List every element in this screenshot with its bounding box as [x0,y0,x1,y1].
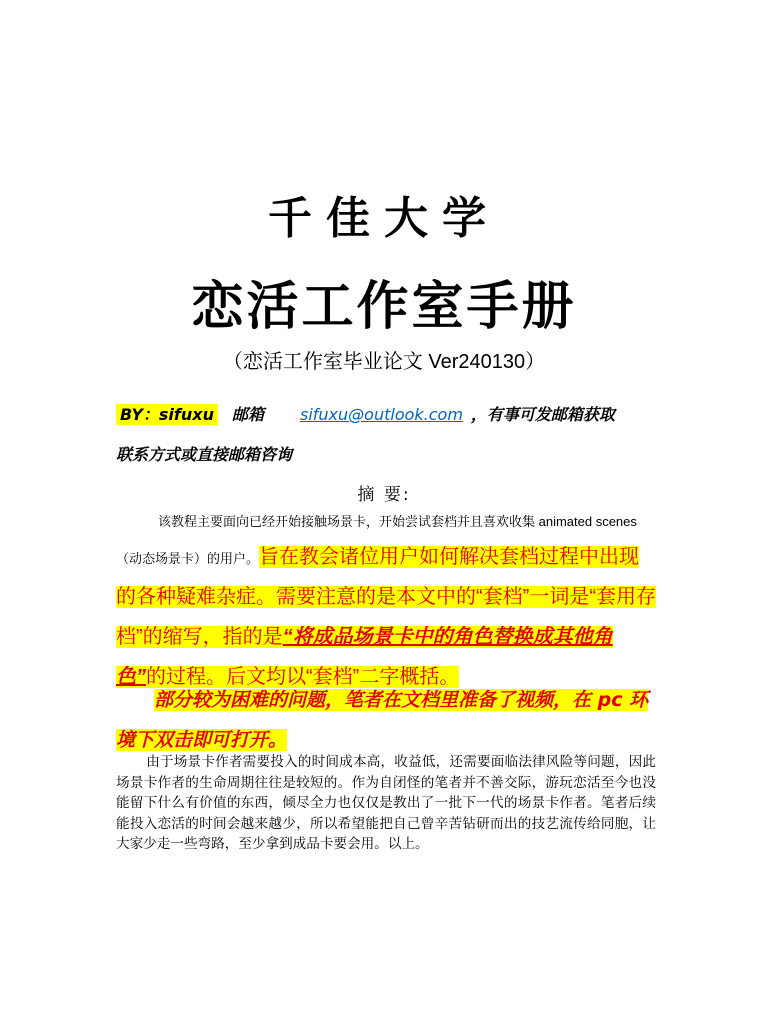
author-line [116,402,656,425]
document-title: 恋活工作室手册 [191,277,577,337]
highlighted-closing-text: 的过程。后文均以“套档”二字概括。 [146,666,460,688]
author-by-label: BY：sifuxu [116,404,218,425]
paragraph-intro-text: 该教程主要面向已经开始接触场景卡，开始尝试套档并且喜欢收集 animated scenes（动态场景卡）的用户。 [116,514,637,566]
video-note-text: 部分较为困难的问题，笔者在文档里准备了视频，在 pc 环境下双击即可打开。 [116,689,649,751]
email-link[interactable]: sifuxu@outlook.com [300,405,463,424]
university-name: 千佳大学 [268,193,500,244]
highlighted-purpose-text: 旨在教会诸位用户如何解决套档过程中出现的各种疑难杂症。需要注意的是本文中的“套档”一词是“套用存档”的缩写，指的是 [116,546,656,648]
mail-label: 邮箱 [231,405,264,424]
video-note [116,680,656,760]
body-paragraph-text: 由于场景卡作者需要投入的时间成本高，收益低，还需要面临法律风险等问题，因此场景卡作者的生命周期往往是较短的。作为自闭怪的笔者并不善交际，游玩恋活至今也没能留下什么有价值的东西，倾尽全力也仅仅是教出了一批下一代的场景卡作者。笔者后续能投入恋活的时间会越来越少，所以希望能把自己曾辛苦钻研而出的技艺流传给同胞，让大家少走一些弯路，至少拿到成品卡要会用。以上。 [116,754,656,852]
abstract-heading: 摘 要: [357,485,411,505]
highlighted-definition-text: “将成品场景卡中的角色替换成其他角色” [116,626,613,688]
abstract-paragraph [116,506,656,697]
body-paragraph [116,752,656,855]
contact-note-continued: 联系方式或直接邮箱咨询 [116,445,293,464]
contact-note: ，有事可发邮箱获取 [470,405,615,424]
document-subtitle: （恋活工作室毕业论文 Ver240130） [222,351,546,373]
